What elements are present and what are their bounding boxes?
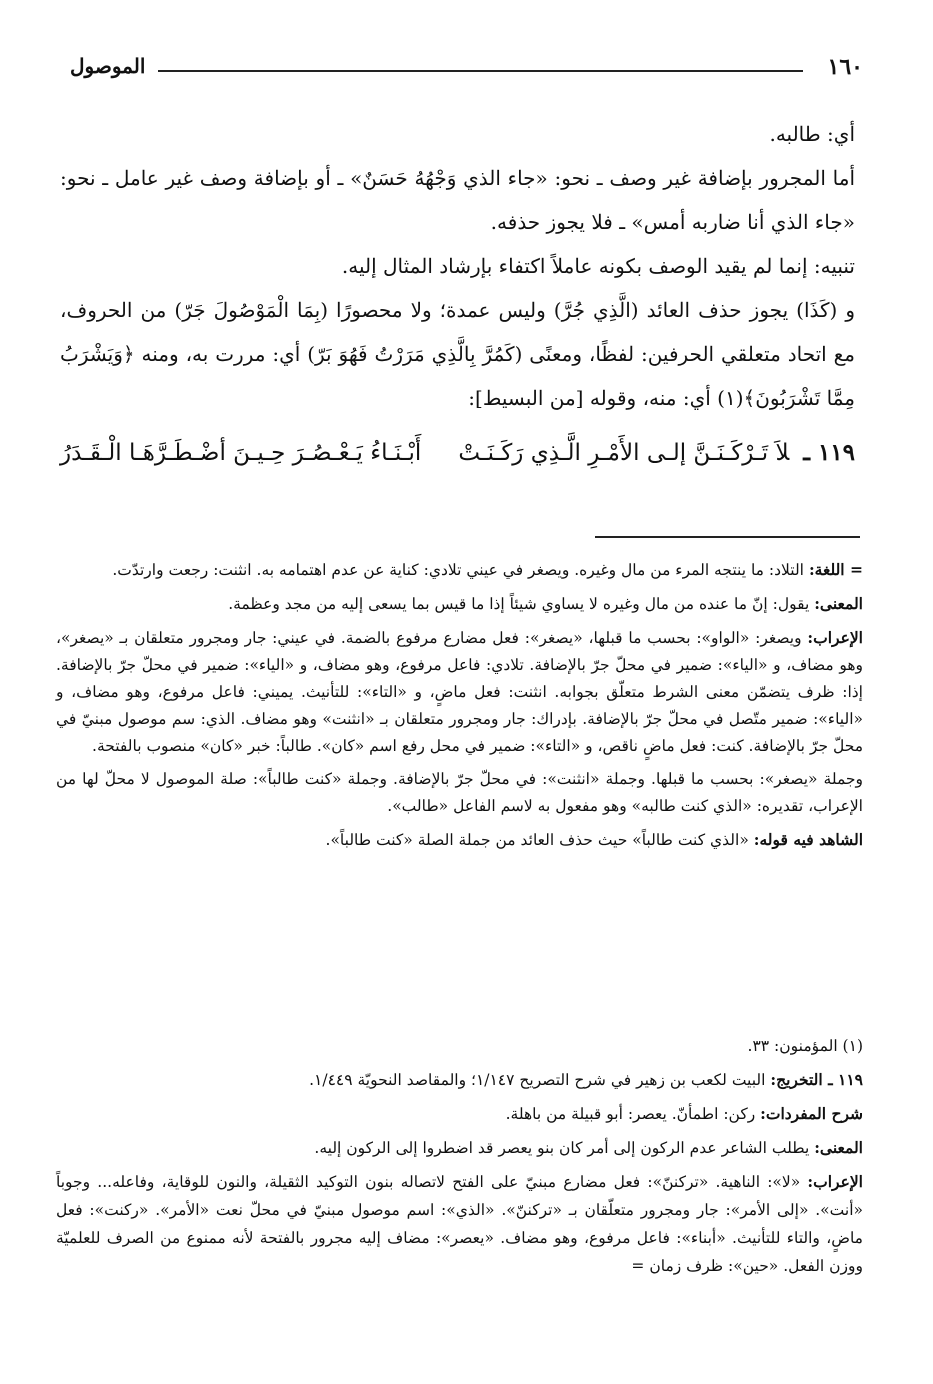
note-jumla: وجملة «يصغر»: بحسب ما قبلها. وجملة «انثنت»: في محلّ جرّ بالإضافة. وجملة «كنت طالباً»: صلة الموصول لا محلّ لها من الإعراب، تقديره: «الذي كنت طالبه» وهو مفعول به لاسم الفاعل «طالب». [56,770,863,815]
page-number: ١٦٠ [827,54,863,80]
footnote-irab: الإعراب: «لا»: الناهية. «تركننّ»: فعل مضارع مبنيّ على الفتح لاتصاله بنون التوكيد الثقيلة، والنون للوقاية، وفاعله... وجوباً «أنت». «إلى الأمر»: جار ومجرور متعلّقان بـ «تركننّ». «الذي»: اسم موصول مبنيّ في محلّ نعت «الأمر». «ركنت»: فعل ماضٍ، والتاء للتأنيث. «أبناء»: فاعل مرفوع، وهو مضاف. «يعصر»: مضاف إليه مجرور بالفتحة لأنه ممنوع من الصرف للعلميّة ووزن الفعل. «حين»: ظرف زمان = [56,1172,863,1275]
note-lugha: = اللغة: التلاد: ما ينتجه المرء من مال وغيره. ويصغر في عيني تلادي: كناية عن عدم اهتمامه به. انثنت: رجعت وارتدّت. [112,560,863,579]
footnote-1: (١) المؤمنون: ٣٣. [747,1037,863,1055]
footnotes [56,1032,863,1286]
chapter-title: الموصول [70,54,146,78]
verse-first-half: ١١٩ ـلاَ تَـرْكَـنَـنَّ إلـى الأَمْـرِ الَّـذِي رَكَـنَـتْ [458,439,855,466]
footnote-takhrij: ١١٩ ـ التخريج: البيت لكعب بن زهير في شرح التصريح ١/١٤٧؛ والمقاصد النحويّة ١/٤٤٩. [309,1070,863,1089]
note-shahid: الشاهد فيه قوله: «الذي كنت طالباً» حيث حذف العائد من جملة الصلة «كنت طالباً». [325,830,863,849]
verse-119 [60,426,855,480]
footnote-maana: المعنى: يطلب الشاعر عدم الركون إلى أمر كان بنو يعصر قد اضطروا إلى الركون إليه. [314,1138,863,1157]
verse-number: ١١٩ ـ [803,439,855,466]
page-header [70,54,863,94]
note-maana: المعنى: يقول: إنّ ما عنده من مال وغيره لا يساوي شيئاً إذا ما قيس بما يسعى إليه من مجد وعظمة. [228,594,863,613]
note-irab: الإعراب: ويصغر: «الواو»: بحسب ما قبلها، «يصغر»: فعل مضارع مرفوع بالضمة. في عيني: جار ومجرور متعلقان بـ «يصغر»، وهو مضاف، و «الياء»: ضمير في محلّ جرّ بالإضافة. تلادي: فاعل مرفوع، وهو مضاف، و «الياء»: ضمير في محلّ جرّ بالإضافة. إذا: ظرف يتضمّن معنى الشرط متعلّق بجوابه. انثنت: فعل ماضٍ، و «التاء»: للتأنيث. يميني: فاعل مرفوع، وهو مضاف، و «الياء»: ضمير متّصل في محلّ جرّ بالإضافة. بإدراك: جار ومجرور متعلقان بـ «انثنت» وهو مضاف. الذي: سم موصول مبنيّ في محلّ جرّ بالإضافة. كنت: فعل ماضٍ ناقص، و «التاء»: ضمير في محل رفع اسم «كان». طالباً: خبر «كان» منصوب بالفتحة. [56,628,863,755]
verse-second-half: أَبْـنَـاءُ يَـعْـصُـرَ حِـيـنَ أضْـطَـرَّهَـا الْـقَـدَرُ [60,440,422,466]
commentary-notes [56,556,863,860]
main-line: و (كَذَا) يجوز حذف العائد (الَّذِي جُرَّ) وليس عمدة؛ ولا محصورًا (بِمَا الْمَوْصُولَ جَرّ) من الحروف، مع اتحاد متعلقي الحرفين: لفظًا، ومعنًى (كَمُرَّ بِالَّذِي مَرَرْتُ فَهُوَ بَرّ) أي: مررت به، ومنه ﴿وَيَشْرَبُ مِمَّا تَشْرَبُونَ﴾(١) أي: منه، وقوله [من البسيط]: [60,298,855,410]
main-text [60,112,855,480]
footnote-separator [595,536,860,538]
main-line: تنبيه: إنما لم يقيد الوصف بكونه عاملاً اكتفاء بإرشاد المثال إليه. [341,254,855,278]
main-line: أي: طالبه. [769,122,855,146]
footnote-mufradat: شرح المفردات: ركن: اطمأنّ. يعصر: أبو قبيلة من باهلة. [505,1104,863,1123]
header-rule [158,70,803,72]
main-line: أما المجرور بإضافة غير وصف ـ نحو: «جاء الذي وَجْهُهُ حَسَنٌ» ـ أو بإضافة وصف غير عامل ـ نحو: «جاء الذي أنا ضاربه أمس» ـ فلا يجوز حذفه. [60,166,855,234]
